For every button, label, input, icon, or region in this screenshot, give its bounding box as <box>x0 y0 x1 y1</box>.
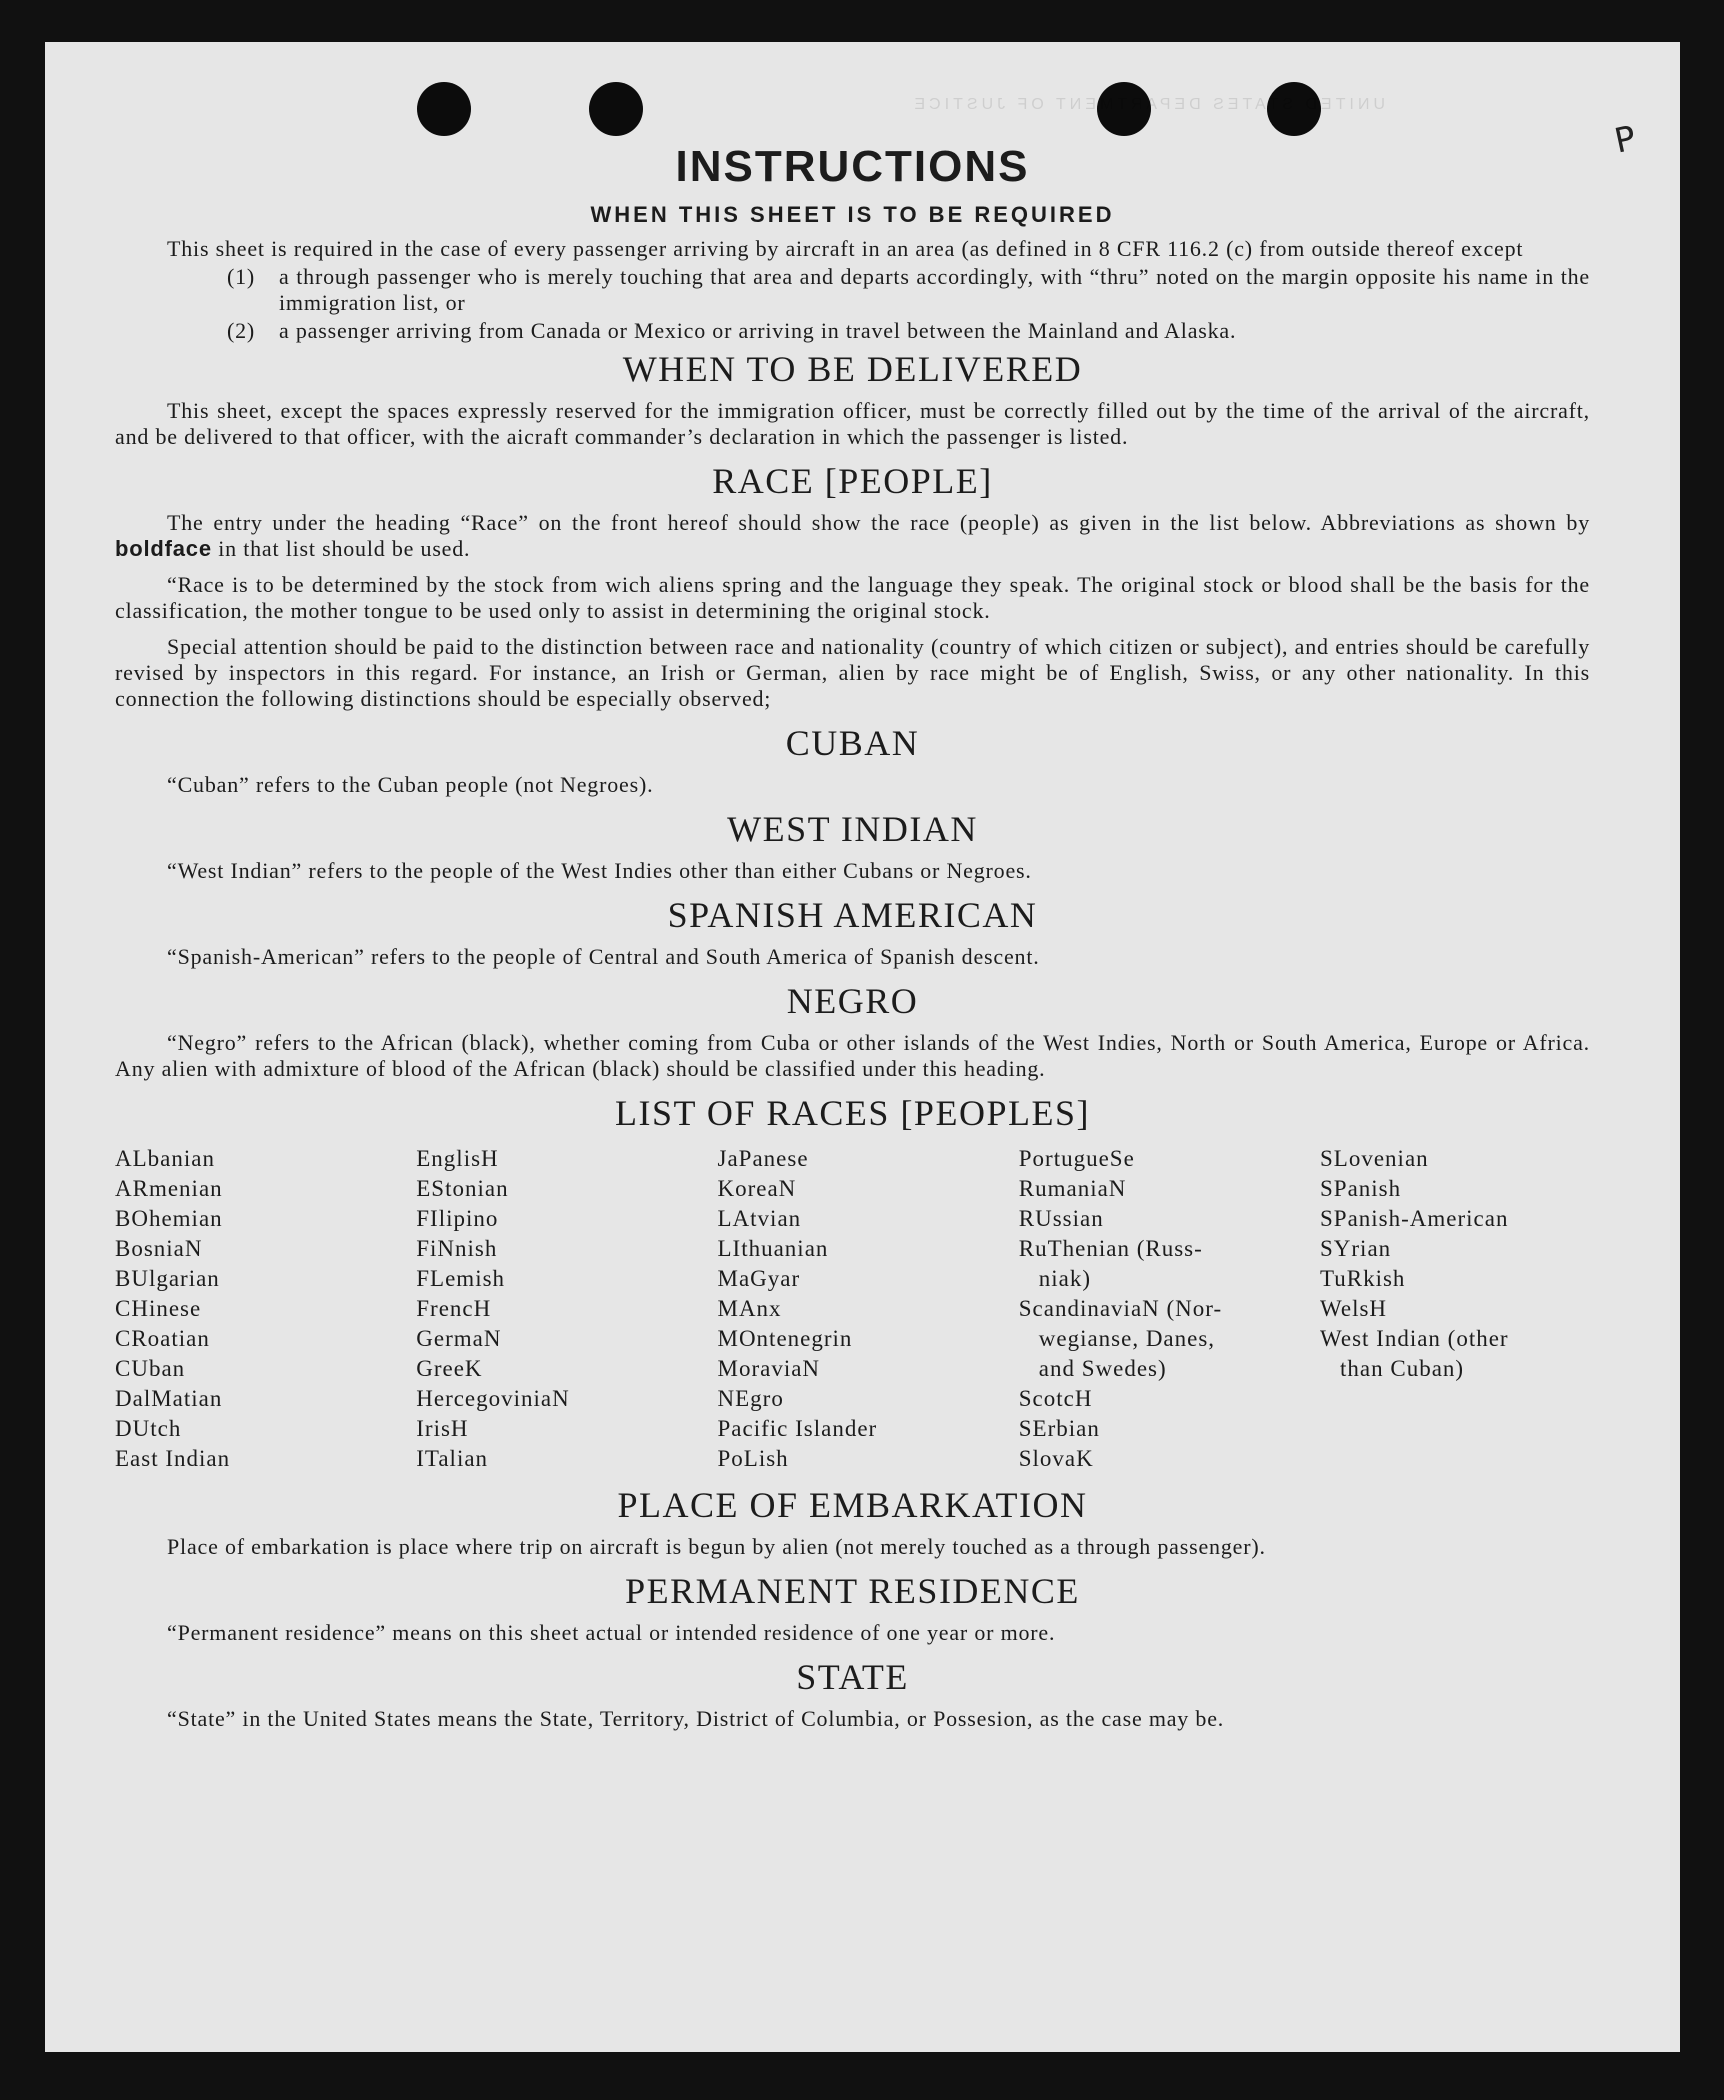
race-entry: EnglisH <box>416 1146 499 1171</box>
race-entry: PoLish <box>717 1446 789 1471</box>
race-entry: WelsH <box>1320 1296 1388 1321</box>
race-entry: GreeK <box>416 1356 483 1381</box>
races-column <box>115 1144 385 1474</box>
cuban-text: “Cuban” refers to the Cuban people (not Negroes). <box>167 772 654 797</box>
bleed-through-text: UNITED STATES DEPARTMENT OF JUSTICE <box>910 96 1385 113</box>
negro-text: “Negro” refers to the African (black), whether coming from Cuba or other islands of the West Indies, North or South America, Europe or Africa. Any alien with admixture of blood of the African (black) should be classified under this heading. <box>115 1030 1590 1081</box>
race-entry: BosniaN <box>115 1236 203 1261</box>
exception-clause-1 <box>227 264 1590 316</box>
west-indian-text: “West Indian” refers to the people of the West Indies other than either Cubans or Negroes. <box>167 858 1032 883</box>
race-entry: FLemish <box>416 1266 506 1291</box>
race-entry: CRoatian <box>115 1326 210 1351</box>
race-entry: ITalian <box>416 1446 489 1471</box>
permanent-residence-text: “Permanent residence” means on this sheet actual or intended residence of one year or more. <box>167 1620 1056 1645</box>
race-entry: MAnx <box>717 1296 782 1321</box>
race-entry: JaPanese <box>717 1146 809 1171</box>
clause-text: a through passenger who is merely touching that area and departs accordingly, with “thru” noted on the margin opposite his name in the immigration list, or <box>279 264 1590 315</box>
race-entry: RUssian <box>1018 1206 1104 1231</box>
race-entry: MoraviaN <box>717 1356 821 1381</box>
heading-spanish-american: SPANISH AMERICAN <box>667 895 1038 935</box>
race-entry: FiNnish <box>416 1236 498 1261</box>
race-entry: SErbian <box>1018 1416 1100 1441</box>
punch-hole <box>417 82 471 136</box>
race-entry: FIlipino <box>416 1206 499 1231</box>
races-column <box>1019 1144 1289 1474</box>
race-entry: SYrian <box>1320 1236 1392 1261</box>
race-entry: RumaniaN <box>1018 1176 1127 1201</box>
race-entry: CUban <box>115 1356 186 1381</box>
race-entry: ARmenian <box>115 1176 223 1201</box>
race-entry: wegianse, Danes, <box>1038 1326 1216 1351</box>
races-column <box>1320 1144 1590 1474</box>
heading-permanent-residence: PERMANENT RESIDENCE <box>625 1571 1080 1611</box>
race-paragraph-2: “Race is to be determined by the stock from wich aliens spring and the language they speak. The original stock or blood shall be the basis for the classification, the mother tongue to be used only to assist in determining the original stock. <box>115 572 1590 623</box>
state-text: “State” in the United States means the State, Territory, District of Columbia, or Possesion, as the case may be. <box>167 1706 1225 1731</box>
races-column <box>416 1144 686 1474</box>
heading-list-of-races: LIST OF RACES [PEOPLES] <box>615 1093 1090 1133</box>
race-entry: PortugueSe <box>1018 1146 1135 1171</box>
page-subtitle: WHEN THIS SHEET IS TO BE REQUIRED <box>590 202 1115 227</box>
race-entry: LAtvian <box>717 1206 802 1231</box>
race-entry: KoreaN <box>717 1176 797 1201</box>
heading-when-to-be-delivered: WHEN TO BE DELIVERED <box>622 349 1083 389</box>
race-entry: TuRkish <box>1320 1266 1406 1291</box>
race-entry: BOhemian <box>115 1206 223 1231</box>
punch-hole <box>589 82 643 136</box>
race-entry: DalMatian <box>115 1386 223 1411</box>
race-paragraph-1: The entry under the heading “Race” on the front hereof should show the race (people) as given in the list below. Abbreviations as shown by boldface in that list should be used. <box>115 510 1590 561</box>
race-entry: SLovenian <box>1320 1146 1429 1171</box>
exception-clause-2 <box>227 318 1590 344</box>
race-entry: ScotcH <box>1018 1386 1093 1411</box>
heading-state: STATE <box>796 1657 909 1697</box>
clause-number: (2) <box>227 318 256 343</box>
race-entry: SPanish <box>1320 1176 1402 1201</box>
race-entry: Pacific Islander <box>717 1416 878 1441</box>
race-paragraph-3: Special attention should be paid to the distinction between race and nationality (country of which citizen or subject), and entries should be carefully revised by inspectors in this regard. For instance, an Irish or German, alien by race might be of English, Swiss, or any other nationality. In this connection the following distinctions should be especially observed; <box>115 634 1590 711</box>
race-entry: niak) <box>1038 1266 1092 1291</box>
race-entry: GermaN <box>416 1326 502 1351</box>
heading-west-indian: WEST INDIAN <box>727 809 978 849</box>
race-entry: and Swedes) <box>1038 1356 1167 1381</box>
race-entry: SPanish-American <box>1320 1206 1509 1231</box>
heading-place-of-embarkation: PLACE OF EMBARKATION <box>617 1485 1088 1525</box>
heading-negro: NEGRO <box>786 981 919 1021</box>
page-title: INSTRUCTIONS <box>675 142 1030 191</box>
race-entry: CHinese <box>115 1296 202 1321</box>
race-entry: than Cuban) <box>1340 1356 1465 1381</box>
race-entry: LIthuanian <box>717 1236 829 1261</box>
race-entry: SlovaK <box>1018 1446 1094 1471</box>
race-entry: West Indian (other <box>1320 1326 1509 1351</box>
race-entry: BUlgarian <box>115 1266 220 1291</box>
race-entry: EStonian <box>416 1176 509 1201</box>
heading-race: RACE [PEOPLE] <box>712 461 993 501</box>
delivered-text: This sheet, except the spaces expressly reserved for the immigration officer, must be correctly filled out by the time of the arrival of the aircraft, and be delivered to that officer, with the aicraft commander’s declaration in which the passenger is listed. <box>115 398 1590 449</box>
race-entry: HercegoviniaN <box>416 1386 570 1411</box>
races-list <box>115 1144 1590 1474</box>
race-entry: ALbanian <box>115 1146 215 1171</box>
race-entry: MOntenegrin <box>717 1326 853 1351</box>
race-entry: MaGyar <box>717 1266 801 1291</box>
race-entry: RuThenian (Russ- <box>1018 1236 1203 1261</box>
document-page <box>45 42 1680 2052</box>
spanish-american-text: “Spanish-American” refers to the people of Central and South America of Spanish descent. <box>167 944 1040 969</box>
required-intro: This sheet is required in the case of every passenger arriving by aircraft in an area (as defined in 8 CFR 116.2 (c) from outside thereof except <box>167 236 1524 261</box>
boldface-word: boldface <box>115 536 212 561</box>
heading-cuban: CUBAN <box>785 723 920 763</box>
race-entry: IrisH <box>416 1416 469 1441</box>
races-column <box>718 1144 988 1474</box>
clause-text: a passenger arriving from Canada or Mexico or arriving in travel between the Mainland and Alaska. <box>279 318 1237 343</box>
race-entry: ScandinaviaN (Nor- <box>1018 1296 1223 1321</box>
embarkation-text: Place of embarkation is place where trip on aircraft is begun by alien (not merely touched as a through passenger). <box>167 1534 1266 1559</box>
race-entry: NEgro <box>717 1386 784 1411</box>
handwritten-mark: P <box>1611 118 1640 162</box>
instructions-body <box>115 142 1590 1742</box>
race-entry: FrencH <box>416 1296 492 1321</box>
race-entry: DUtch <box>115 1416 182 1441</box>
race-entry: East Indian <box>115 1446 231 1471</box>
clause-number: (1) <box>227 264 256 289</box>
